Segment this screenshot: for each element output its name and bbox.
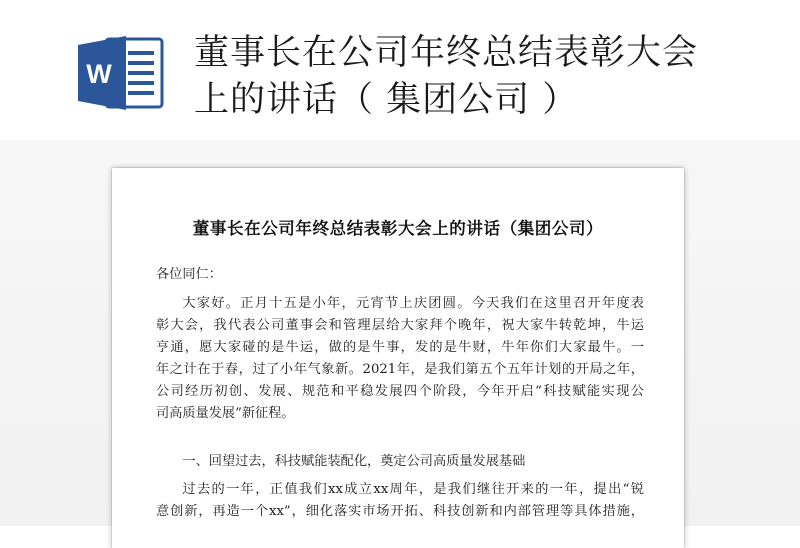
paragraph-1-line: 亨通，愿大家碰的是牛运，做的是牛事，发的是牛财，牛年你们大家最牛。一 <box>156 340 644 355</box>
word-icon <box>76 33 166 113</box>
paragraph-2-line: 意创新，再造一个xx”，细化落实市场开拓、科技创新和内部管理等具体措施， <box>156 504 644 519</box>
document-page[interactable] <box>112 168 684 548</box>
paragraph-1-line: 彰大会，我代表公司董事会和管理层给大家拜个晚年，祝大家牛转乾坤，牛运 <box>156 318 644 333</box>
document-title: 董事长在公司年终总结表彰大会上的讲话（集团公司） <box>192 219 604 238</box>
paragraph-1-line: 年之计在于春，过了小年气象新。2021年，是我们第五个五年计划的开局之年， <box>156 362 644 377</box>
header-title-line-2: 上的讲话（ 集团公司 ） <box>194 80 579 120</box>
section-heading-1: 一、回望过去，科技赋能装配化，奠定公司高质量发展基础 <box>182 454 526 469</box>
paragraph-1-line: 大家好。正月十五是小年，元宵节上庆团圆。今天我们在这里召开年度表 <box>182 296 644 311</box>
paragraph-1-line: 公司经历初创、发展、规范和平稳发展四个阶段，今年开启“科技赋能实现公 <box>156 384 644 399</box>
header-title <box>194 30 754 124</box>
paragraph-2-line: 过去的一年，正值我们xx成立xx周年，是我们继往开来的一年，提出“锐 <box>182 482 644 497</box>
paragraph-1-line: 司高质量发展”新征程。 <box>156 406 295 421</box>
header-band <box>0 0 800 140</box>
paragraph-1 <box>156 293 644 425</box>
paragraph-2 <box>156 479 644 523</box>
salutation: 各位同仁： <box>156 267 222 282</box>
header-title-line-1: 董事长在公司年终总结表彰大会 <box>194 33 699 73</box>
svg-text:W: W <box>86 59 112 89</box>
